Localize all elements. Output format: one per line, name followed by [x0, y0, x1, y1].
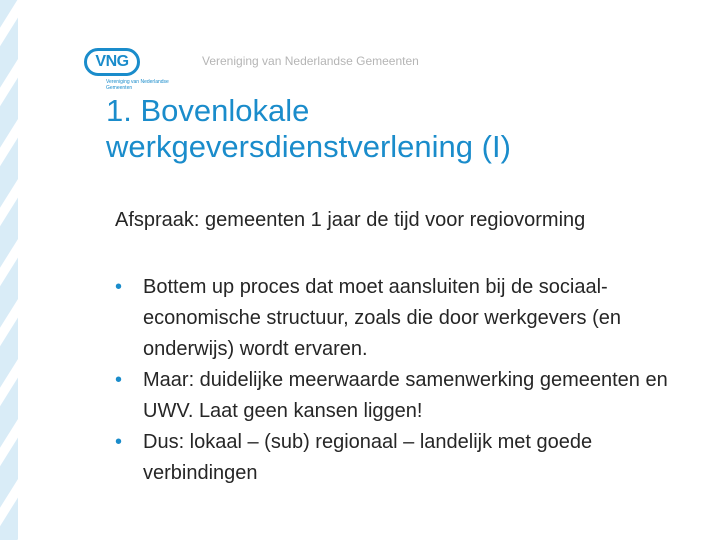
bullet-text: Dus: lokaal – (sub) regionaal – landelijk met goede verbindingen	[143, 431, 593, 484]
bullet-text: Maar: duidelijke meerwaarde samenwerking gemeenten en UWV. Laat geen kansen liggen!	[143, 369, 668, 422]
logo-text: VNG	[95, 53, 129, 70]
bullet-icon: •	[115, 276, 123, 298]
logo-subtext: Vereniging van Nederlandse Gemeenten	[106, 79, 169, 91]
bullet-icon: •	[115, 431, 123, 453]
list-item	[115, 272, 705, 365]
vng-logo	[84, 48, 169, 96]
list-item	[115, 365, 705, 427]
bullet-text: Bottem up proces dat moet aansluiten bij de sociaal-economische structuur, zoals die door werkgevers (en onderwijs) wordt ervaren.	[143, 276, 622, 360]
slide-content	[115, 205, 705, 489]
title-line-1: 1. Bovenlokale	[106, 93, 310, 128]
organization-name: Vereniging van Nederlandse Gemeenten	[202, 54, 419, 68]
title-line-2: werkgeversdienstverlening (I)	[106, 129, 511, 164]
intro-text: Afspraak: gemeenten 1 jaar de tijd voor regiovorming	[115, 209, 586, 231]
bullet-icon: •	[115, 369, 123, 391]
bullet-list	[115, 272, 705, 489]
slide-title	[106, 93, 686, 165]
list-item	[115, 427, 705, 489]
decorative-stripes	[0, 0, 18, 540]
